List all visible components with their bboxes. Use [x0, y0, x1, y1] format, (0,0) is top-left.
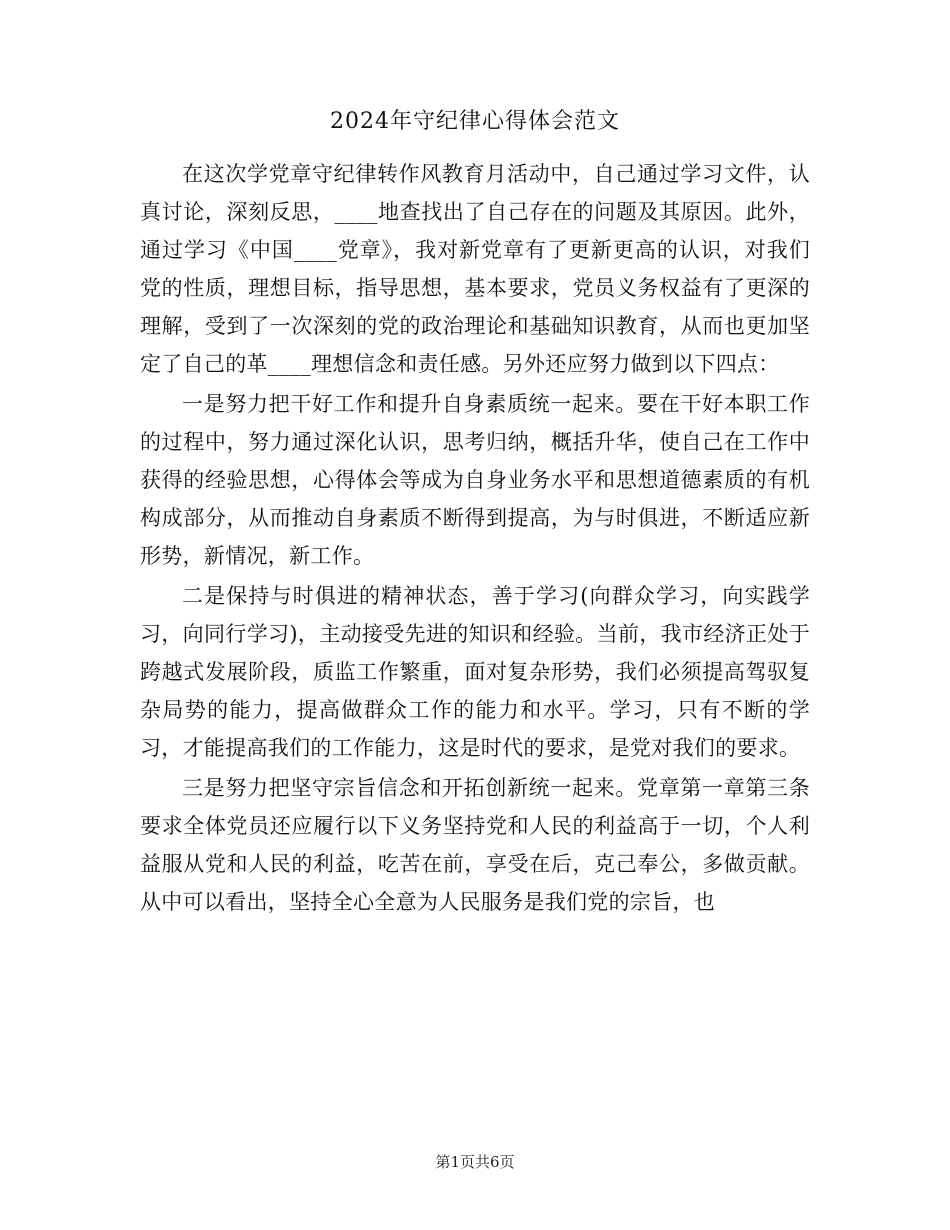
- page-number: 第1页共6页: [435, 1153, 515, 1171]
- paragraph-point-one: 一是努力把干好工作和提升自身素质统一起来。要在干好本职工作的过程中，努力通过深化认识，思考归纳，概括升华，使自己在工作中获得的经验思想，心得体会等成为自身业务水平和思想道德素质的有机构成部分，从而推动自身素质不断得到提高，为与时俱进，不断适应新形势，新情况，新工作。: [140, 392, 810, 568]
- paragraph-point-three: 三是努力把坚守宗旨信念和开拓创新统一起来。党章第一章第三条要求全体党员还应履行以下义务坚持党和人民的利益高于一切，个人利益服从党和人民的利益，吃苦在前，享受在后，克己奉公，多做贡献。从中可以看出，坚持全心全意为人民服务是我们党的宗旨，也: [140, 776, 810, 914]
- paragraph-point-two: 二是保持与时俱进的精神状态，善于学习(向群众学习，向实践学习，向同行学习)，主动接受先进的知识和经验。当前，我市经济正处于跨越式发展阶段，质监工作繁重，面对复杂形势，我们必须提高驾驭复杂局势的能力，提高做群众工作的能力和水平。学习，只有不断的学习，才能提高我们的工作能力，这是时代的要求，是党对我们的要求。: [140, 584, 810, 760]
- document-body: [140, 155, 810, 921]
- document-title: 2024年守纪律心得体会范文: [330, 109, 620, 134]
- paragraph-intro: 在这次学党章守纪律转作风教育月活动中，自己通过学习文件，认真讨论，深刻反思，____地查找出了自己存在的问题及其原因。此外，通过学习《中国____党章》，我对新党章有了更新更高的认识，对我们党的性质，理想目标，指导思想，基本要求，党员义务权益有了更深的理解，受到了一次深刻的党的政治理论和基础知识教育，从而也更加坚定了自己的革____理想信念和责任感。另外还应努力做到以下四点：: [140, 162, 810, 376]
